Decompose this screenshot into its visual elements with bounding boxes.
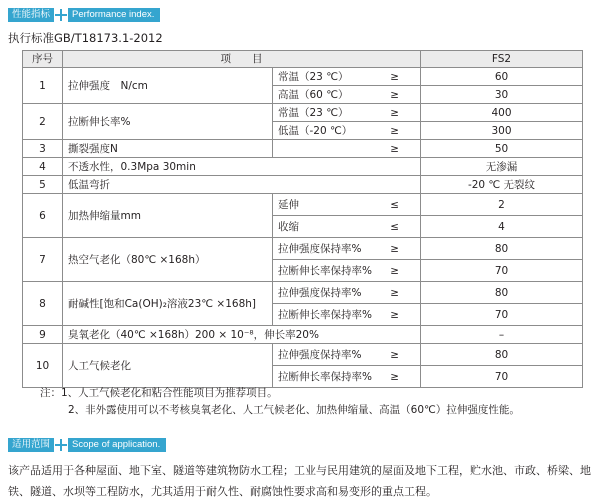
row-item: 耐碱性[饱和Ca(OH)₂溶液23℃ ×168h]	[63, 282, 273, 326]
row-value: 70	[421, 260, 583, 282]
row-item: 拉断伸长率%	[63, 104, 273, 140]
row-value: -20 ℃ 无裂纹	[421, 176, 583, 194]
row-condition: 延伸 ≤	[273, 194, 421, 216]
performance-header-en: Performance index.	[68, 8, 160, 22]
table-row	[23, 282, 583, 304]
row-condition: 拉伸强度保持率% ≥	[273, 238, 421, 260]
row-value: 60	[421, 68, 583, 86]
standard-label: 执行标准GB/T18173.1-2012	[8, 31, 163, 45]
table-row	[23, 158, 583, 176]
plus-icon	[54, 8, 68, 22]
performance-section-header	[8, 8, 160, 22]
row-value: 2	[421, 194, 583, 216]
row-value: 400	[421, 104, 583, 122]
table-row	[23, 68, 583, 86]
row-value: 80	[421, 238, 583, 260]
row-item: 加热伸缩量mm	[63, 194, 273, 238]
row-item: 不透水性，0.3Mpa 30min	[63, 158, 421, 176]
row-condition: 拉伸强度保持率% ≥	[273, 282, 421, 304]
scope-section-header	[8, 438, 166, 452]
row-item: 人工气候老化	[63, 344, 273, 388]
row-number: 2	[23, 104, 63, 140]
row-number: 5	[23, 176, 63, 194]
table-header-row	[23, 51, 583, 68]
row-condition: 收缩 ≤	[273, 216, 421, 238]
table-row	[23, 238, 583, 260]
row-condition: 拉断伸长率保持率% ≥	[273, 304, 421, 326]
row-number: 4	[23, 158, 63, 176]
row-number: 3	[23, 140, 63, 158]
row-value: 80	[421, 282, 583, 304]
row-value: 50	[421, 140, 583, 158]
row-value: –	[421, 326, 583, 344]
table-notes	[40, 385, 520, 419]
note-1: 注：1、人工气候老化和粘合性能项目为推荐项目。	[40, 387, 278, 399]
note-2: 2、非外露使用可以不考核臭氧老化、人工气候老化、加热伸缩量、高温（60℃）拉伸强度性能。	[68, 404, 520, 416]
row-item: 低温弯折	[63, 176, 421, 194]
row-condition: 常温（23 ℃） ≥	[273, 104, 421, 122]
row-condition: 拉断伸长率保持率% ≥	[273, 260, 421, 282]
scope-header-en: Scope of application.	[68, 438, 166, 452]
performance-table	[22, 50, 583, 388]
row-number: 7	[23, 238, 63, 282]
header-fs2: FS2	[421, 51, 583, 68]
header-item: 项 目	[63, 51, 421, 68]
row-item: 拉伸强度 N/cm	[63, 68, 273, 104]
row-value: 4	[421, 216, 583, 238]
row-item: 撕裂强度N	[63, 140, 273, 158]
row-number: 8	[23, 282, 63, 326]
header-no: 序号	[23, 51, 63, 68]
row-number: 9	[23, 326, 63, 344]
row-item: 热空气老化（80℃ ×168h）	[63, 238, 273, 282]
row-value: 300	[421, 122, 583, 140]
row-number: 1	[23, 68, 63, 104]
table-row	[23, 140, 583, 158]
row-value: 70	[421, 304, 583, 326]
row-value: 70	[421, 366, 583, 388]
table-row	[23, 104, 583, 122]
performance-header-cn: 性能指标	[8, 8, 54, 22]
row-value: 30	[421, 86, 583, 104]
row-condition: ≥	[273, 140, 421, 158]
row-number: 10	[23, 344, 63, 388]
row-condition: 拉伸强度保持率% ≥	[273, 344, 421, 366]
scope-header-cn: 适用范围	[8, 438, 54, 452]
table-row	[23, 344, 583, 366]
row-condition: 高温（60 ℃） ≥	[273, 86, 421, 104]
table-row	[23, 176, 583, 194]
row-item: 臭氧老化（40℃ ×168h）200 × 10⁻⁸，伸长率20%	[63, 326, 421, 344]
row-condition: 低温（-20 ℃） ≥	[273, 122, 421, 140]
row-number: 6	[23, 194, 63, 238]
table-row	[23, 194, 583, 216]
row-value: 80	[421, 344, 583, 366]
scope-text: 该产品适用于各种屋面、地下室、隧道等建筑物防水工程；工业与民用建筑的屋面及地下工程，贮水池、市政、桥梁、地铁、隧道、水坝等工程防水，尤其适用于耐久性、耐腐蚀性要求高和易变形的重点工程。	[8, 464, 591, 498]
table-row	[23, 326, 583, 344]
row-condition: 常温（23 ℃） ≥	[273, 68, 421, 86]
plus-icon	[54, 438, 68, 452]
row-value: 无渗漏	[421, 158, 583, 176]
row-condition: 拉断伸长率保持率% ≥	[273, 366, 421, 388]
